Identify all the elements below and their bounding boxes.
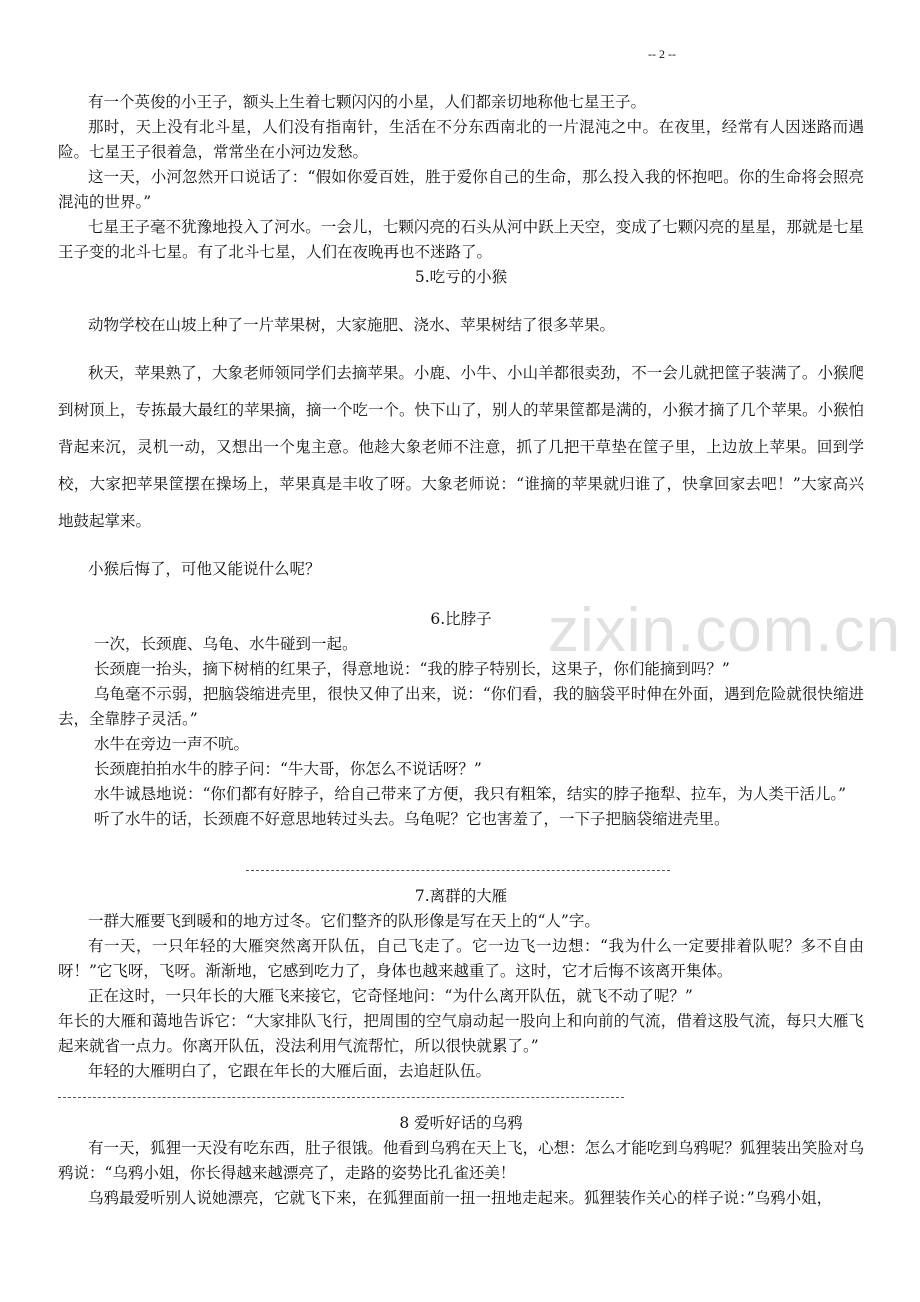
paragraph: 长颈鹿一抬头，摘下树梢的红果子，得意地说：“我的脖子特别长，这果子，你们能摘到吗？” [94,660,730,678]
paragraph: 年长的大雁和蔼地告诉它：“大家排队飞行，把周围的空气扇动起一股向上和向前的气流，借着这股气流，每只大雁飞起来就省一点力。你离开队伍，没法利用气流帮忙，所以很快就累了。” [58,1012,864,1055]
paragraph: 秋天，苹果熟了，大象老师领同学们去摘苹果。小鹿、小牛、小山羊都很卖劲，不一会儿就把筐子装满了。小猴爬到树顶上，专拣最大最红的苹果摘，摘一个吃一个。快下山了，别人的苹果筐都是满的，小猴才摘了几个苹果。小猴怕背起来沉，灵机一动，又想出一个鬼主意。他趁大象老师不注意，抓了几把干草垫在筐子里，上边放上苹果。回到学校，大家把苹果筐摆在操场上，苹果真是丰收了呀。大象老师说：“谁摘的苹果就归谁了，快拿回家去吧！”大家高兴地鼓起掌来。 [58,364,865,530]
paragraph: 小猴后悔了，可他又能说什么呢？ [88,560,321,578]
paragraph: 一群大雁要飞到暖和的地方过冬。它们整齐的队形像是写在天上的“人”字。 [88,912,600,930]
story-title: 7.离群的大雁 [414,887,508,905]
paragraph: 一次，长颈鹿、乌龟、水牛碰到一起。 [94,635,358,653]
story-4 [58,90,864,265]
separator-line [58,1097,624,1098]
watermark: zixin.com.cn [548,596,902,665]
paragraph: 有一个英俊的小王子，额头上生着七颗闪闪的小星，人们都亲切地称他七星王子。 [88,93,647,111]
paragraph: 年轻的大雁明白了，它跟在年长的大雁后面，去追赶队伍。 [88,1062,492,1080]
paragraph: 有一天，一只年轻的大雁突然离开队伍，自己飞走了。它一边飞一边想：“我为什么一定要排着队呢？多不自由呀！”它飞呀，飞呀。渐渐地，它感到吃力了，身体也越来越重了。这时，它才后悔不该离开集体。 [58,937,864,980]
story-title: 8 爱听好话的乌鸦 [399,1114,523,1132]
story-6 [58,607,864,832]
paragraph: 乌鸦最爱听别人说她漂亮，它就飞下来，在狐狸面前一扭一扭地走起来。狐狸装作关心的样子说：”乌鸦小姐， [88,1189,833,1207]
story-8 [58,1111,864,1211]
paragraph: 动物学校在山坡上种了一片苹果树，大家施肥、浇水、苹果树结了很多苹果。 [88,316,616,334]
paragraph: 水牛在旁边一声不吭。 [94,735,250,753]
paragraph: 这一天，小河忽然开口说话了：“假如你爱百姓，胜于爱你自己的生命，那么投入我的怀抱吧。你的生命将会照亮混沌的世界。” [58,168,864,211]
paragraph: 水牛诚恳地说：“你们都有好脖子，给自己带来了方便，我只有粗笨，结实的脖子拖犁、拉车，为人类干活儿。” [94,785,847,803]
page-number: -- 2 -- [648,47,676,61]
paragraph: 正在这时，一只年长的大雁飞来接它，它奇怪地问：“为什么离开队伍，就飞不动了呢？” [88,987,693,1005]
paragraph: 长颈鹿拍拍水牛的脖子问：“牛大哥，你怎么不说话呀？” [94,760,482,778]
paragraph: 七星王子毫不犹豫地投入了河水。一会儿，七颗闪亮的石头从河中跃上天空，变成了七颗闪亮的星星，那就是七星王子变的北斗七星。有了北斗七星，人们在夜晚再也不迷路了。 [58,218,864,261]
paragraph: 那时，天上没有北斗星，人们没有指南针，生活在不分东西南北的一片混沌之中。在夜里，经常有人因迷路而遇险。七星王子很着急，常常坐在小河边发愁。 [58,118,864,161]
paragraph: 听了水牛的话，长颈鹿不好意思地转过头去。乌龟呢？它也害羞了，一下子把脑袋缩进壳里。 [94,810,730,828]
paragraph: 有一天，狐狸一天没有吃东西，肚子很饿。他看到乌鸦在天上飞，心想：怎么才能吃到乌鸦呢？狐狸装出笑脸对乌鸦说：“乌鸦小姐，你长得越来越漂亮了，走路的姿势比孔雀还美！ [58,1139,864,1182]
story-title: 5.吃亏的小猴 [414,268,508,286]
story-title: 6.比脖子 [430,610,492,628]
story-7 [58,884,864,1084]
paragraph: 乌龟毫不示弱，把脑袋缩进壳里，很快又伸了出来，说：“你们看，我的脑袋平时伸在外面，遇到危险就很快缩进去，全靠脖子灵活。” [58,685,864,728]
story-5 [58,265,864,588]
separator-line [246,870,670,871]
